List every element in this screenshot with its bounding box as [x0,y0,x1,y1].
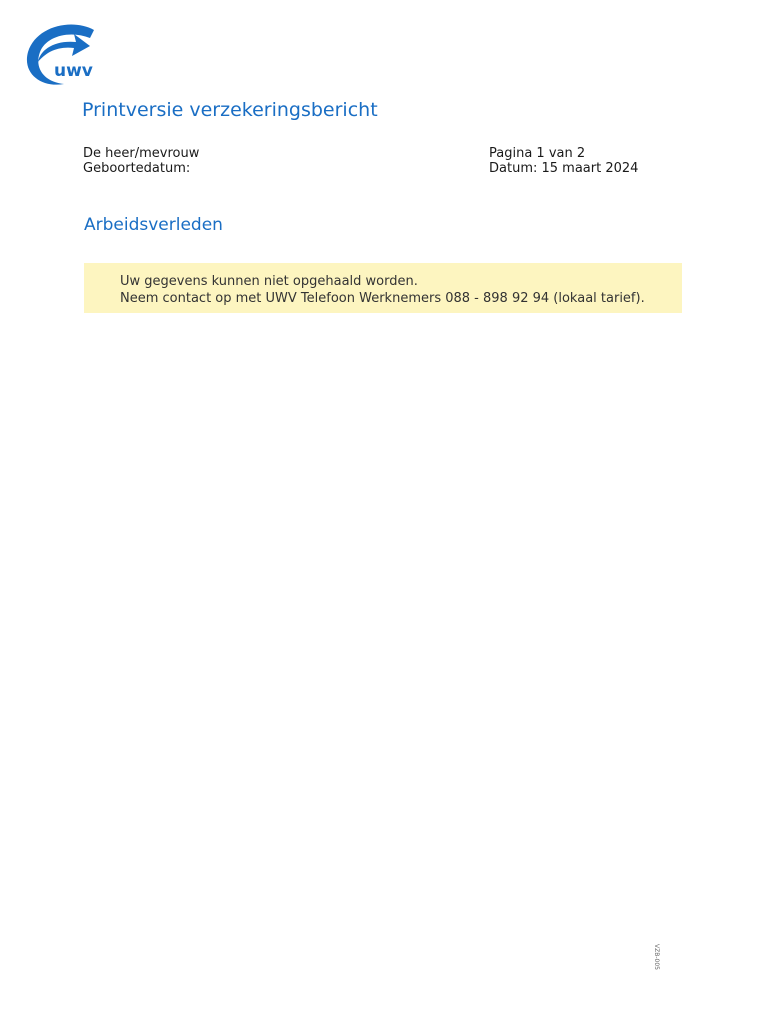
page-title: Printversie verzekeringsbericht [82,99,378,121]
logo-wordmark: uwv [54,61,93,81]
uwv-logo [24,22,106,88]
uwv-logo-icon [24,22,106,88]
notice-box [84,263,682,313]
document-code: VZB-005 [653,944,660,970]
document-date: Datum: 15 maart 2024 [489,161,639,176]
page-number: Pagina 1 van 2 [489,146,586,161]
page-info-block [489,146,638,176]
section-title: Arbeidsverleden [84,215,223,235]
notice-line-1: Uw gegevens kunnen niet opgehaald worden. [120,274,418,289]
birthdate-label: Geboortedatum: [83,161,191,176]
recipient-block [83,146,199,176]
salutation: De heer/mevrouw [83,146,200,161]
notice-line-2: Neem contact op met UWV Telefoon Werknemers 088 - 898 92 94 (lokaal tarief). [120,291,645,306]
